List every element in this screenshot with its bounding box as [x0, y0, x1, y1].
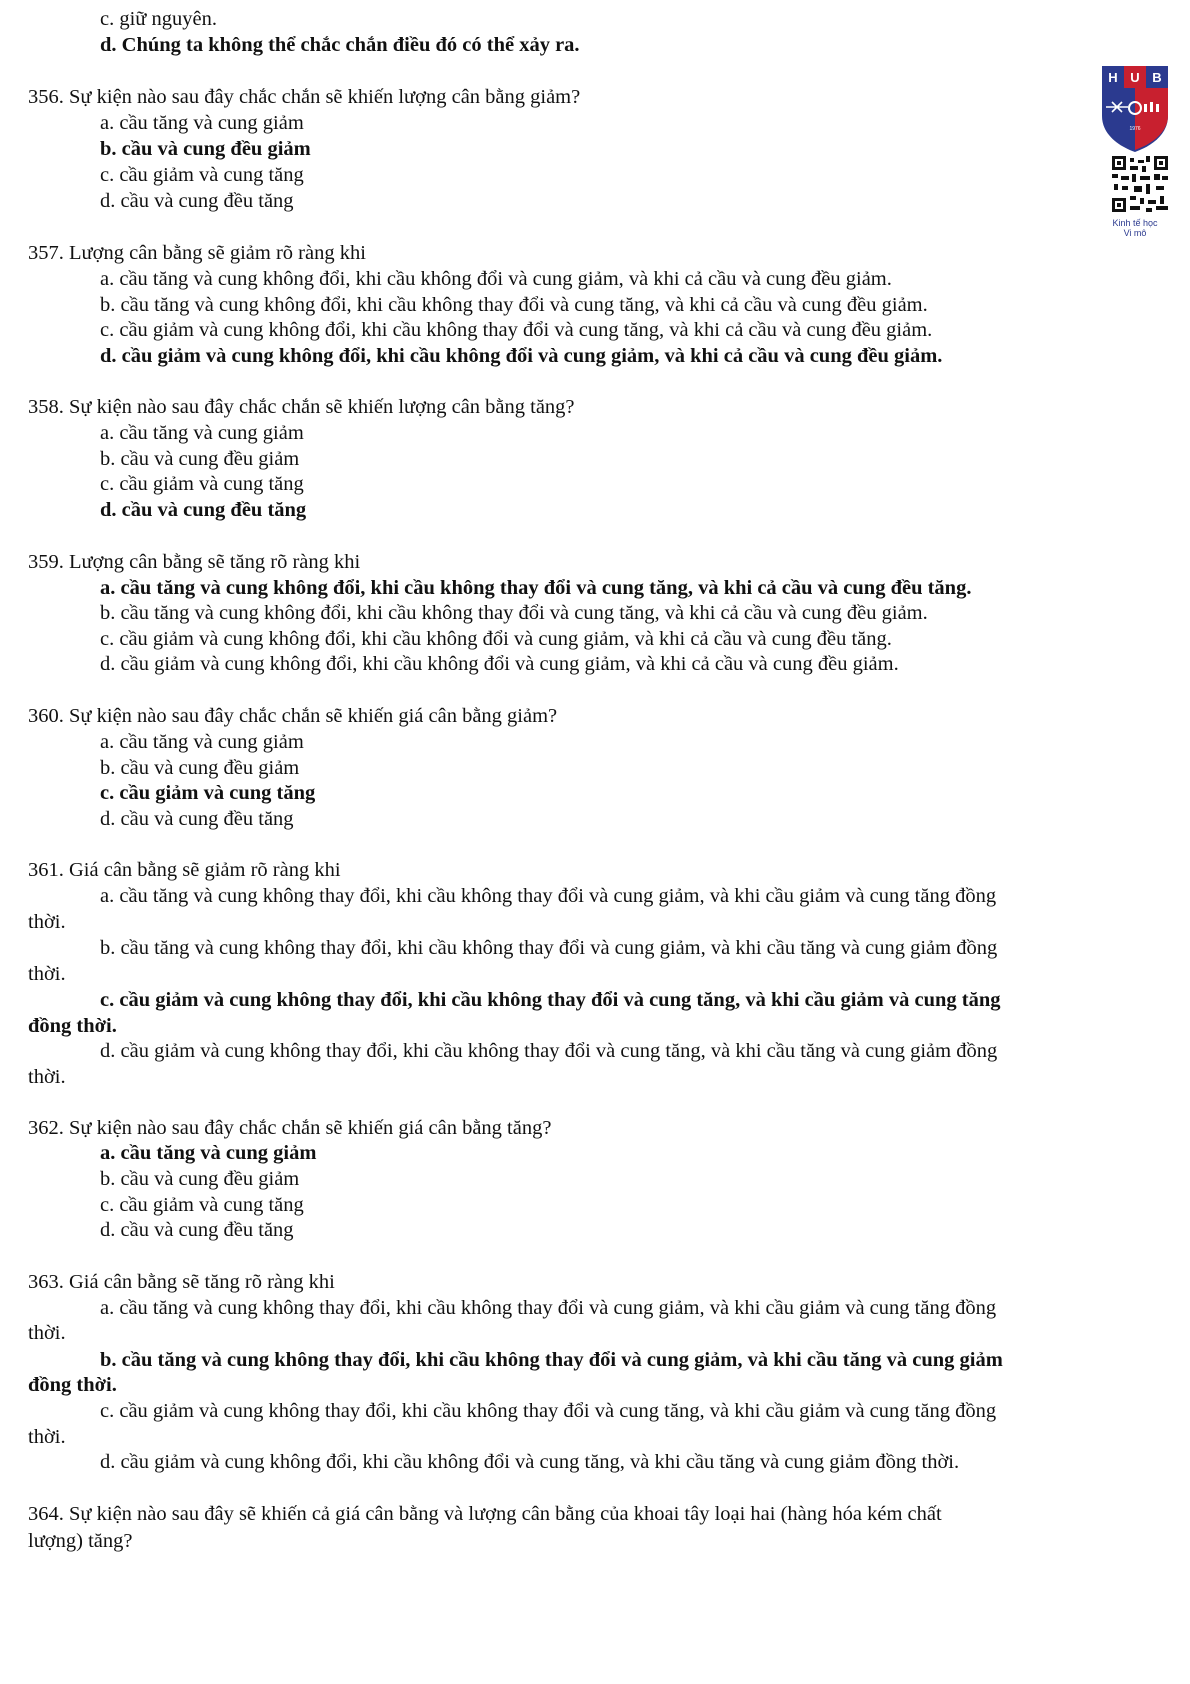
answer-option: c. cầu giảm và cung không thay đổi, khi cầu không thay đổi và cung tăng, và khi cầu giảm và cung tăng đồng — [100, 1400, 997, 1422]
answer-option: b. cầu và cung đều giảm — [100, 138, 311, 160]
answer-option: b. cầu và cung đều giảm — [100, 757, 300, 779]
answer-option: c. giữ nguyên. — [100, 8, 218, 30]
answer-option: a. cầu tăng và cung không thay đổi, khi cầu không thay đổi và cung giảm, và khi cầu giảm và cung tăng đồng — [100, 1297, 997, 1319]
answer-option: d. cầu và cung đều tăng — [100, 808, 294, 830]
answer-option: a. cầu tăng và cung không thay đổi, khi cầu không thay đổi và cung giảm, và khi cầu giảm và cung tăng đồng — [100, 885, 997, 907]
wrapped-text: thời. — [28, 1426, 66, 1448]
question-text: 364. Sự kiện nào sau đây sẽ khiến cả giá cân bằng và lượng cân bằng của khoai tây loại hai (hàng hóa kém chất — [28, 1503, 942, 1525]
answer-option: c. cầu giảm và cung tăng — [100, 473, 304, 495]
wrapped-text: đồng thời. — [28, 1015, 117, 1037]
answer-option: d. cầu và cung đều tăng — [100, 190, 294, 212]
wrapped-text: lượng) tăng? — [28, 1530, 133, 1552]
wrapped-text: thời. — [28, 1066, 66, 1088]
answer-option: a. cầu tăng và cung không đổi, khi cầu không đổi và cung giảm, và khi cả cầu và cung đều giảm. — [100, 268, 892, 290]
answer-option: a. cầu tăng và cung không đổi, khi cầu không thay đổi và cung tăng, và khi cả cầu và cung đều tăng. — [100, 577, 972, 599]
question-text: 358. Sự kiện nào sau đây chắc chắn sẽ khiến lượng cân bằng tăng? — [28, 396, 575, 418]
question-text: 360. Sự kiện nào sau đây chắc chắn sẽ khiến giá cân bằng giảm? — [28, 705, 558, 727]
logo-letter-b: B — [1152, 70, 1162, 85]
answer-option: c. cầu giảm và cung tăng — [100, 782, 316, 804]
answer-option: a. cầu tăng và cung giảm — [100, 731, 304, 753]
question-text: 361. Giá cân bằng sẽ giảm rõ ràng khi — [28, 859, 341, 881]
hub-badge — [1098, 64, 1172, 260]
logo-letter-u: U — [1130, 70, 1140, 85]
badge-caption-line2: Vi mô — [1123, 228, 1147, 238]
answer-option: b. cầu tăng và cung không đổi, khi cầu không thay đổi và cung tăng, và khi cả cầu và cung đều giảm. — [100, 602, 928, 624]
answer-option: d. cầu giảm và cung không thay đổi, khi cầu không thay đổi và cung tăng, và khi cầu tăng và cung giảm đồng — [100, 1040, 998, 1062]
question-text: 356. Sự kiện nào sau đây chắc chắn sẽ khiến lượng cân bằng giảm? — [28, 86, 581, 108]
badge-caption-line1: Kinh tế học — [1112, 218, 1158, 228]
logo-year: 1976 — [1129, 126, 1141, 132]
answer-option: a. cầu tăng và cung giảm — [100, 1142, 317, 1164]
question-text: 362. Sự kiện nào sau đây chắc chắn sẽ khiến giá cân bằng tăng? — [28, 1117, 552, 1139]
answer-option: c. cầu giảm và cung tăng — [100, 164, 304, 186]
answer-option: c. cầu giảm và cung không thay đổi, khi cầu không thay đổi và cung tăng, và khi cầu giảm và cung tăng — [100, 989, 1001, 1011]
answer-option: c. cầu giảm và cung không đổi, khi cầu không thay đổi và cung tăng, và khi cả cầu và cung đều giảm. — [100, 319, 933, 341]
answer-option: b. cầu tăng và cung không đổi, khi cầu không thay đổi và cung tăng, và khi cả cầu và cung đều giảm. — [100, 294, 928, 316]
answer-option: d. cầu giảm và cung không đổi, khi cầu không đổi và cung giảm, và khi cả cầu và cung đều giảm. — [100, 653, 899, 675]
question-text: 357. Lượng cân bằng sẽ giảm rõ ràng khi — [28, 242, 366, 264]
qr-code-icon — [1112, 156, 1168, 212]
answer-option: b. cầu tăng và cung không thay đổi, khi cầu không thay đổi và cung giảm, và khi cầu tăng và cung giảm — [100, 1349, 1003, 1371]
answer-option: d. cầu giảm và cung không đổi, khi cầu không đổi và cung tăng, và khi cầu tăng và cung giảm đồng thời. — [100, 1451, 960, 1473]
wrapped-text: thời. — [28, 963, 66, 985]
answer-option: b. cầu tăng và cung không thay đổi, khi cầu không thay đổi và cung giảm, và khi cầu tăng và cung giảm đồng — [100, 937, 998, 959]
answer-option: d. Chúng ta không thể chắc chắn điều đó có thể xảy ra. — [100, 34, 580, 56]
question-text: 359. Lượng cân bằng sẽ tăng rõ ràng khi — [28, 551, 361, 573]
answer-option: c. cầu giảm và cung tăng — [100, 1194, 304, 1216]
wrapped-text: thời. — [28, 1322, 66, 1344]
answer-option: d. cầu giảm và cung không đổi, khi cầu không đổi và cung giảm, và khi cả cầu và cung đều giảm. — [100, 345, 943, 367]
answer-option: b. cầu và cung đều giảm — [100, 448, 300, 470]
answer-option: d. cầu và cung đều tăng — [100, 1219, 294, 1241]
answer-option: b. cầu và cung đều giảm — [100, 1168, 300, 1190]
answer-option: c. cầu giảm và cung không đổi, khi cầu không đổi và cung giảm, và khi cả cầu và cung đều tăng. — [100, 628, 892, 650]
hub-shield-logo — [1098, 64, 1172, 214]
logo-letter-h: H — [1108, 70, 1118, 85]
question-text: 363. Giá cân bằng sẽ tăng rõ ràng khi — [28, 1271, 335, 1293]
answer-option: d. cầu và cung đều tăng — [100, 499, 307, 521]
wrapped-text: đồng thời. — [28, 1374, 117, 1396]
answer-option: a. cầu tăng và cung giảm — [100, 422, 304, 444]
answer-option: a. cầu tăng và cung giảm — [100, 112, 304, 134]
wrapped-text: thời. — [28, 911, 66, 933]
